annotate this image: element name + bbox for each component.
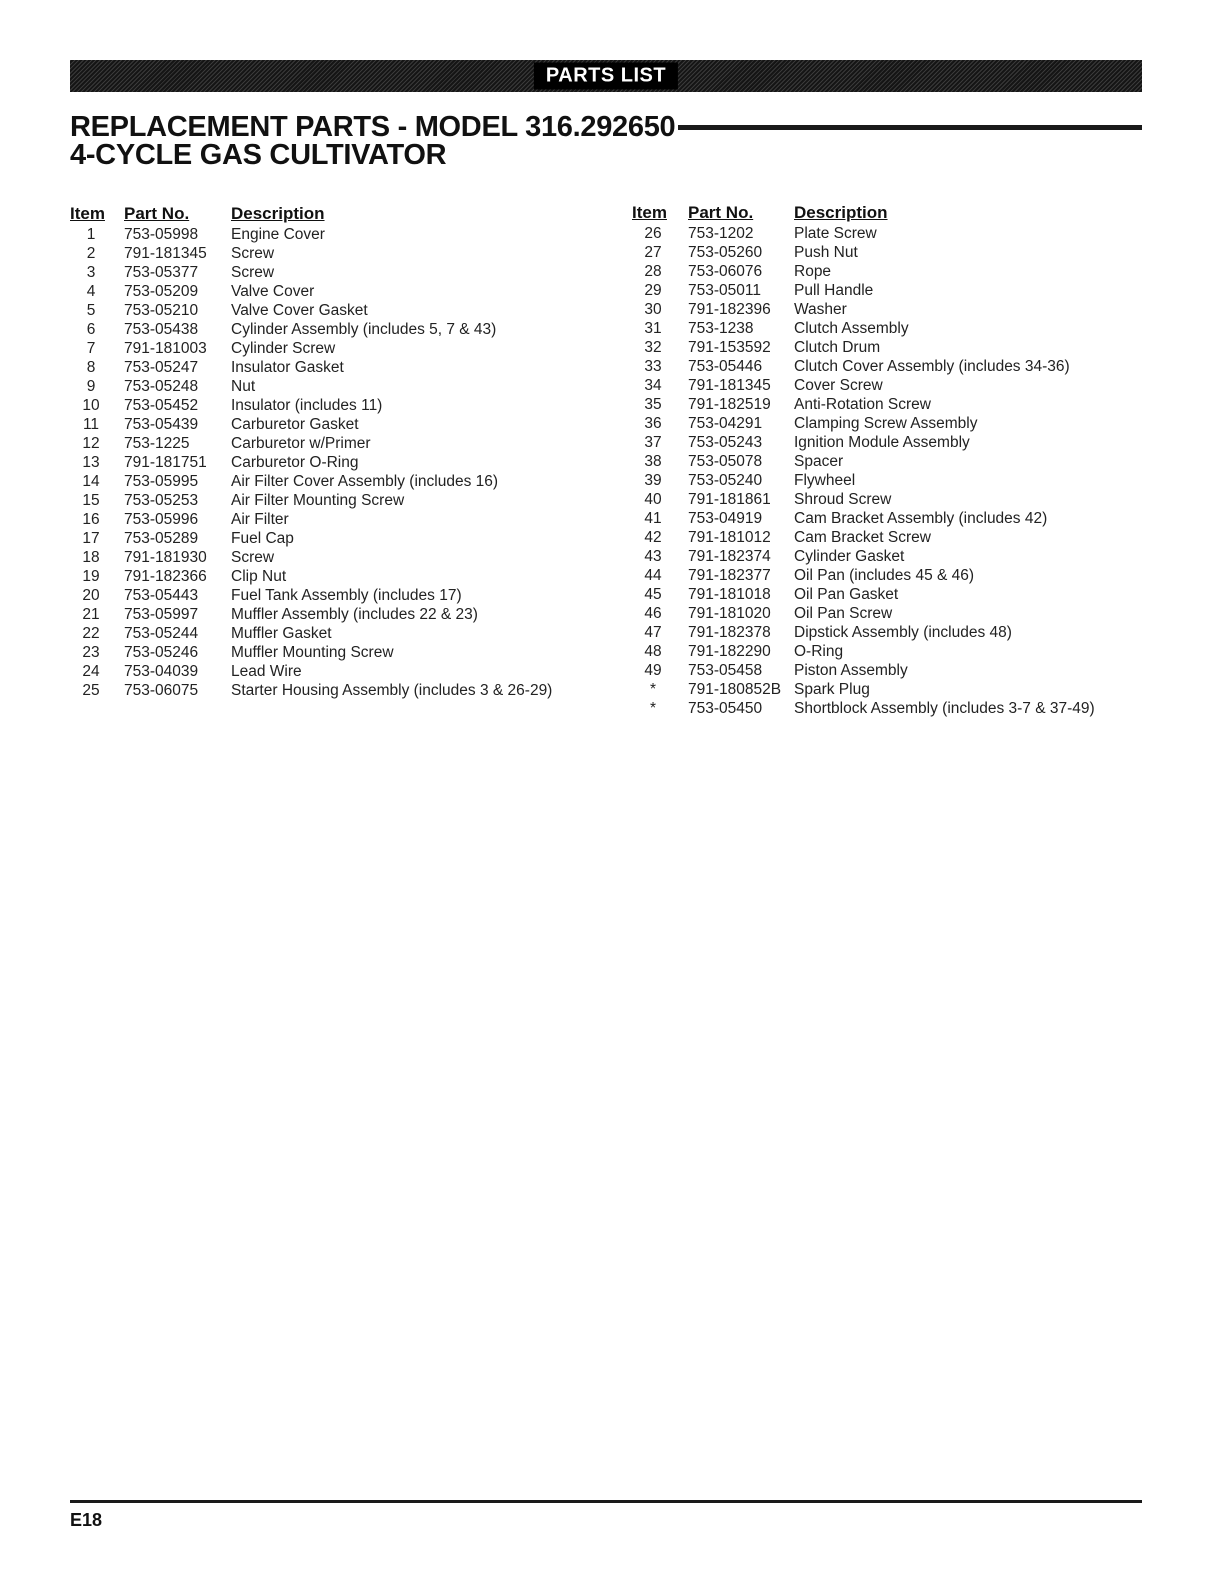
- part-number: 753-05209: [124, 283, 199, 300]
- part-description: Screw: [231, 549, 275, 566]
- table-row: [632, 376, 1095, 395]
- part-number: 791-182519: [688, 396, 771, 413]
- item-number: 42: [644, 529, 662, 546]
- item-number: 23: [82, 644, 100, 661]
- item-number: 20: [82, 587, 100, 604]
- part-description: Muffler Assembly (includes 22 & 23): [231, 606, 478, 623]
- part-description: Oil Pan Gasket: [794, 586, 899, 603]
- part-number: 753-06076: [688, 263, 763, 280]
- item-column-header: Item: [70, 204, 105, 223]
- part-description: Carburetor Gasket: [231, 416, 359, 433]
- part-number: 753-05243: [688, 434, 763, 451]
- item-number: 34: [644, 377, 662, 394]
- part-description: Clamping Screw Assembly: [794, 415, 978, 432]
- part-number: 791-181930: [124, 549, 207, 566]
- part-description: Cover Screw: [794, 377, 883, 394]
- part-number: 791-181345: [688, 377, 771, 394]
- item-number: 18: [82, 549, 100, 566]
- item-number: 45: [644, 586, 662, 603]
- part-number: 753-1225: [124, 435, 190, 452]
- item-number: 48: [644, 643, 662, 660]
- part-description: Carburetor O-Ring: [231, 454, 359, 471]
- item-number: 7: [86, 340, 96, 357]
- table-row: [70, 225, 552, 244]
- part-number: 753-05446: [688, 358, 763, 375]
- part-description: Spark Plug: [794, 681, 870, 698]
- item-number: 14: [82, 473, 100, 490]
- table-row: [70, 244, 552, 263]
- item-number: 29: [644, 282, 662, 299]
- table-row: [632, 395, 1095, 414]
- part-description: Cam Bracket Screw: [794, 529, 931, 546]
- table-row: [632, 528, 1095, 547]
- part-description: Cam Bracket Assembly (includes 42): [794, 510, 1048, 527]
- item-number: 15: [82, 492, 100, 509]
- description-column-header: Description: [794, 203, 888, 222]
- table-row: [632, 357, 1095, 376]
- table-row: [70, 586, 552, 605]
- part-description: Anti-Rotation Screw: [794, 396, 931, 413]
- table-row: [632, 623, 1095, 642]
- part-description: Ignition Module Assembly: [794, 434, 970, 451]
- table-row: [632, 224, 1095, 243]
- parts-list-banner: [70, 60, 1142, 92]
- table-row: [632, 433, 1095, 452]
- table-row: [632, 414, 1095, 433]
- table-row: [70, 624, 552, 643]
- part-description: Cylinder Gasket: [794, 548, 905, 565]
- part-number: 753-05210: [124, 302, 199, 319]
- item-number: 40: [644, 491, 662, 508]
- table-row: [632, 547, 1095, 566]
- table-row: [632, 699, 1095, 718]
- part-description: Lead Wire: [231, 663, 302, 680]
- item-column-header: Item: [632, 203, 667, 222]
- part-number: 753-05452: [124, 397, 199, 414]
- item-number: 43: [644, 548, 662, 565]
- table-row: [632, 300, 1095, 319]
- part-description: Flywheel: [794, 472, 856, 489]
- part-description: Fuel Cap: [231, 530, 294, 547]
- table-row: [70, 605, 552, 624]
- part-number: 753-05438: [124, 321, 199, 338]
- table-row: [70, 548, 552, 567]
- item-number: 39: [644, 472, 662, 489]
- item-number: 13: [82, 454, 100, 471]
- part-description: Muffler Mounting Screw: [231, 644, 394, 661]
- part-number: 753-05078: [688, 453, 763, 470]
- item-number: 5: [86, 302, 96, 319]
- part-description: Cylinder Screw: [231, 340, 336, 357]
- table-row: [70, 377, 552, 396]
- table-row: [632, 262, 1095, 281]
- banner-label: PARTS LIST: [534, 63, 678, 90]
- item-number: 37: [644, 434, 662, 451]
- part-number: 753-05247: [124, 359, 199, 376]
- part-description: Push Nut: [794, 244, 858, 261]
- part-description: Insulator (includes 11): [231, 397, 383, 414]
- part-number: 753-05997: [124, 606, 199, 623]
- table-row: [70, 415, 552, 434]
- item-number: 28: [644, 263, 662, 280]
- item-number: 2: [86, 245, 96, 262]
- part-number: 753-04039: [124, 663, 199, 680]
- item-number: 21: [82, 606, 100, 623]
- item-number: 35: [644, 396, 662, 413]
- part-description: Plate Screw: [794, 225, 877, 242]
- part-number: 753-05260: [688, 244, 763, 261]
- table-row: [70, 567, 552, 586]
- part-description: Screw: [231, 245, 275, 262]
- item-number: 41: [644, 510, 662, 527]
- part-description: Dipstick Assembly (includes 48): [794, 624, 1012, 641]
- table-row: [70, 434, 552, 453]
- part-number: 753-05458: [688, 662, 763, 679]
- item-number: 4: [86, 283, 96, 300]
- part-description: Spacer: [794, 453, 844, 470]
- table-row: [632, 243, 1095, 262]
- part-number: 791-182374: [688, 548, 771, 565]
- table-row: [70, 681, 552, 700]
- table-row: [70, 358, 552, 377]
- part-description: Insulator Gasket: [231, 359, 344, 376]
- table-row: [70, 662, 552, 681]
- item-number: 26: [644, 225, 662, 242]
- parts-table-left: [70, 204, 552, 700]
- part-description: Air Filter Mounting Screw: [231, 492, 405, 509]
- part-number: 753-05377: [124, 264, 199, 281]
- item-number: 12: [82, 435, 100, 452]
- item-number: 24: [82, 663, 100, 680]
- part-number: 791-181003: [124, 340, 207, 357]
- part-description: Oil Pan (includes 45 & 46): [794, 567, 975, 584]
- part-number: 753-05450: [688, 700, 763, 717]
- part-description: Fuel Tank Assembly (includes 17): [231, 587, 462, 604]
- table-row: [632, 680, 1095, 699]
- item-number: 44: [644, 567, 662, 584]
- part-number: 753-1238: [688, 320, 754, 337]
- table-row: [70, 282, 552, 301]
- part-description: Pull Handle: [794, 282, 874, 299]
- part-description: Nut: [231, 378, 256, 395]
- item-number: 25: [82, 682, 100, 699]
- table-row: [70, 491, 552, 510]
- part-description: Shortblock Assembly (includes 3-7 & 37-49): [794, 700, 1095, 717]
- part-number: 753-05011: [688, 282, 761, 299]
- page-title: REPLACEMENT PARTS - MODEL 316.292650: [70, 111, 676, 143]
- part-number: 753-05248: [124, 378, 199, 395]
- table-row: [632, 585, 1095, 604]
- part-description: Engine Cover: [231, 226, 325, 243]
- footer-rule: [70, 1500, 1142, 1503]
- part-description: Clutch Cover Assembly (includes 34-36): [794, 358, 1070, 375]
- part-number: 791-182378: [688, 624, 771, 641]
- part-description: O-Ring: [794, 643, 844, 660]
- part-number: 791-182377: [688, 567, 771, 584]
- part-number: 791-182366: [124, 568, 207, 585]
- table-row: [632, 338, 1095, 357]
- part-description: Clip Nut: [231, 568, 287, 585]
- part-description: Oil Pan Screw: [794, 605, 893, 622]
- part-description: Washer: [794, 301, 847, 318]
- item-number: 10: [82, 397, 100, 414]
- table-row: [632, 661, 1095, 680]
- table-row: [632, 642, 1095, 661]
- table-row: [70, 529, 552, 548]
- table-row: [632, 471, 1095, 490]
- item-number: 33: [644, 358, 662, 375]
- part-description: Carburetor w/Primer: [231, 435, 371, 452]
- parts-table-right: [632, 203, 1095, 718]
- part-number: 753-05996: [124, 511, 199, 528]
- table-row: [70, 453, 552, 472]
- part-description: Air Filter Cover Assembly (includes 16): [231, 473, 499, 490]
- part-number: 753-05246: [124, 644, 199, 661]
- item-number: 36: [644, 415, 662, 432]
- item-number: 17: [82, 530, 100, 547]
- part-number: 753-05253: [124, 492, 199, 509]
- table-row: [632, 509, 1095, 528]
- part-number: 753-05289: [124, 530, 199, 547]
- item-number: 6: [86, 321, 96, 338]
- part-description: Muffler Gasket: [231, 625, 332, 642]
- item-number: 19: [82, 568, 100, 585]
- part-no-column-header: Part No.: [124, 204, 190, 223]
- table-row: [632, 452, 1095, 471]
- part-number: 753-04291: [688, 415, 763, 432]
- page-subtitle: 4-CYCLE GAS CULTIVATOR: [70, 139, 447, 171]
- part-number: 791-181861: [688, 491, 771, 508]
- part-number: 753-05439: [124, 416, 199, 433]
- part-description: Cylinder Assembly (includes 5, 7 & 43): [231, 321, 497, 338]
- part-description: Starter Housing Assembly (includes 3 & 26-29): [231, 682, 553, 699]
- table-row: [70, 301, 552, 320]
- item-number: 9: [86, 378, 96, 395]
- table-row: [70, 472, 552, 491]
- part-number: 791-180852B: [688, 681, 782, 698]
- part-description: Clutch Assembly: [794, 320, 909, 337]
- item-number: 46: [644, 605, 662, 622]
- part-description: Clutch Drum: [794, 339, 881, 356]
- part-number: 753-1202: [688, 225, 754, 242]
- item-number: 38: [644, 453, 662, 470]
- part-number: 753-04919: [688, 510, 763, 527]
- item-number: *: [649, 681, 657, 698]
- item-number: 3: [86, 264, 96, 281]
- table-row: [70, 263, 552, 282]
- page-number: E18: [70, 1510, 103, 1530]
- part-description: Valve Cover: [231, 283, 315, 300]
- table-row: [632, 319, 1095, 338]
- table-row: [70, 510, 552, 529]
- header-row: [70, 204, 552, 225]
- part-number: 753-05998: [124, 226, 199, 243]
- description-column-header: Description: [231, 204, 325, 223]
- part-description: Air Filter: [231, 511, 289, 528]
- part-description: Valve Cover Gasket: [231, 302, 368, 319]
- table-row: [632, 566, 1095, 585]
- table-row: [632, 281, 1095, 300]
- table-row: [632, 490, 1095, 509]
- item-number: 22: [82, 625, 100, 642]
- table-row: [70, 339, 552, 358]
- item-number: 49: [644, 662, 662, 679]
- item-number: 32: [644, 339, 662, 356]
- part-number: 753-05443: [124, 587, 199, 604]
- part-number: 791-181751: [124, 454, 207, 471]
- table-row: [70, 320, 552, 339]
- part-number: 753-05995: [124, 473, 199, 490]
- item-number: 27: [644, 244, 662, 261]
- item-number: 47: [644, 624, 662, 641]
- table-row: [70, 643, 552, 662]
- part-description: Screw: [231, 264, 275, 281]
- part-number: 791-181020: [688, 605, 771, 622]
- item-number: *: [649, 700, 657, 717]
- part-number: 753-05240: [688, 472, 763, 489]
- item-number: 8: [86, 359, 96, 376]
- item-number: 30: [644, 301, 662, 318]
- item-number: 16: [82, 511, 100, 528]
- item-number: 31: [644, 320, 662, 337]
- part-description: Piston Assembly: [794, 662, 908, 679]
- table-row: [632, 604, 1095, 623]
- part-description: Rope: [794, 263, 832, 280]
- title-rule: [678, 125, 1142, 130]
- part-number: 791-182396: [688, 301, 771, 318]
- part-number: 753-06075: [124, 682, 199, 699]
- part-number: 791-181345: [124, 245, 207, 262]
- part-number: 791-181012: [688, 529, 771, 546]
- part-number: 791-182290: [688, 643, 771, 660]
- header-row: [632, 203, 1095, 224]
- part-number: 791-153592: [688, 339, 771, 356]
- item-number: 11: [82, 416, 100, 433]
- part-number: 753-05244: [124, 625, 199, 642]
- part-number: 791-181018: [688, 586, 771, 603]
- part-description: Shroud Screw: [794, 491, 892, 508]
- item-number: 1: [86, 226, 96, 243]
- part-no-column-header: Part No.: [688, 203, 754, 222]
- table-row: [70, 396, 552, 415]
